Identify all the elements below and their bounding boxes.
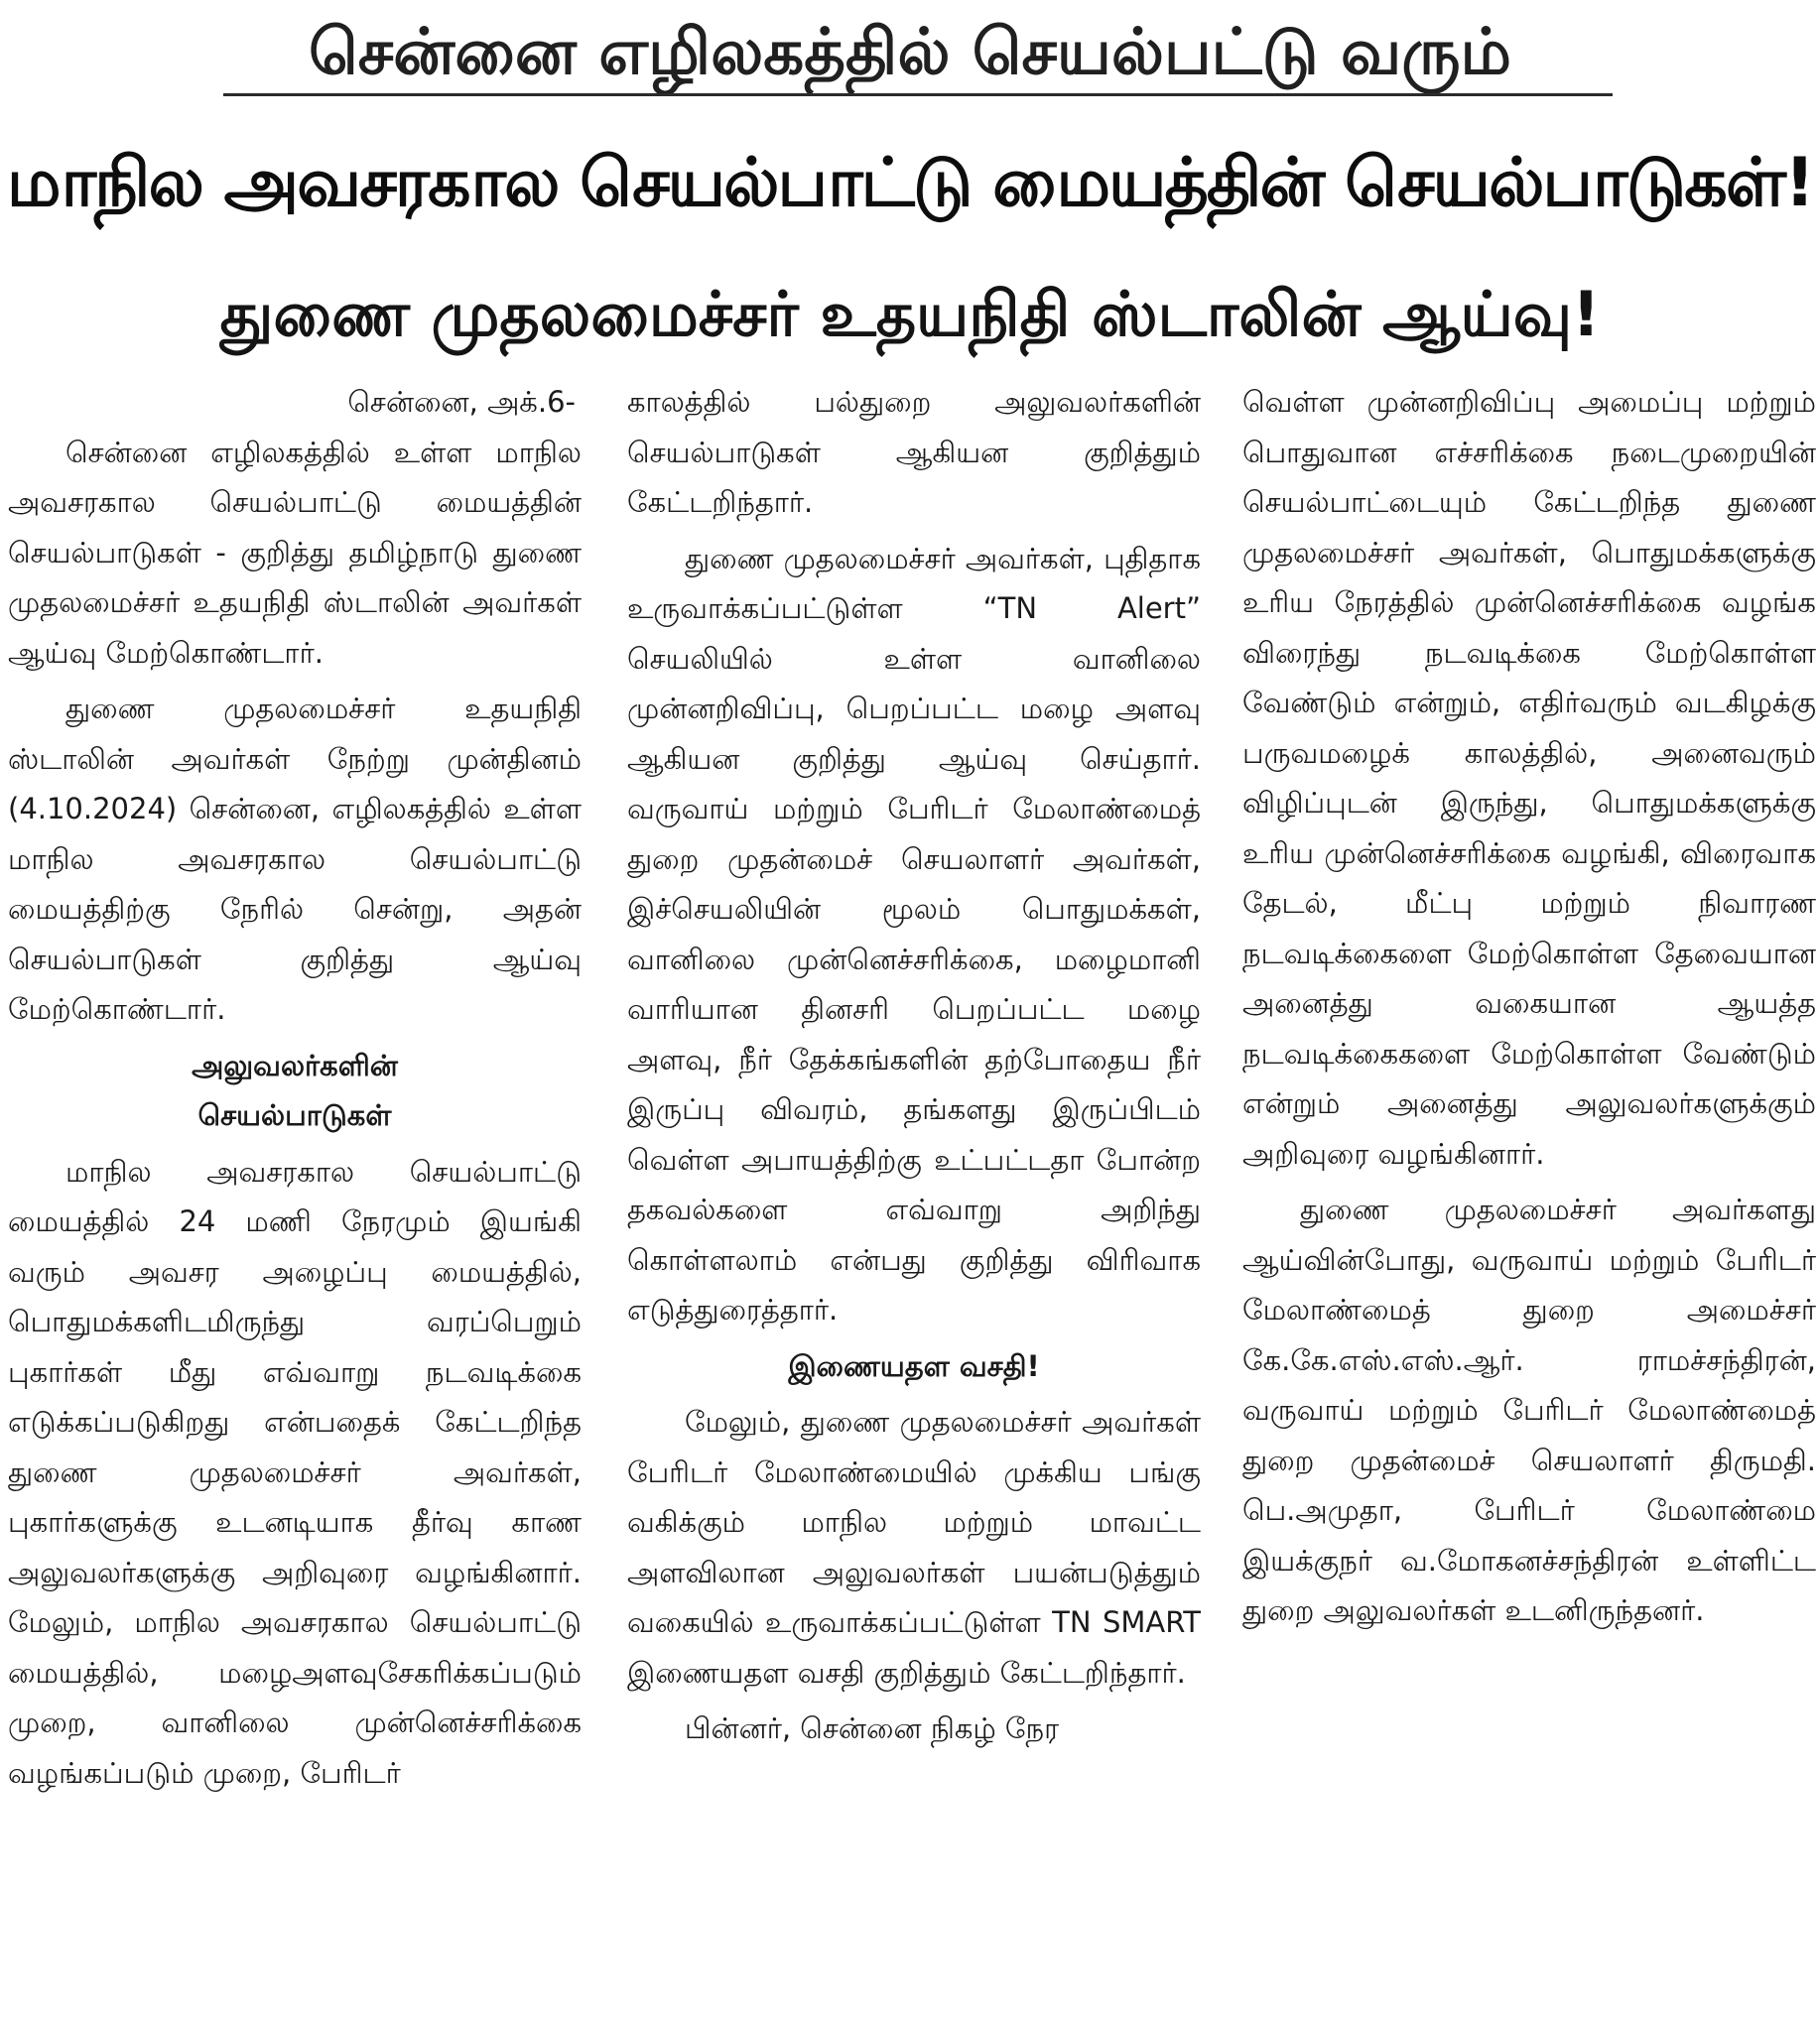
column-2-paragraph-3: மேலும், துணை முதலமைச்சர் அவர்கள் பேரிடர் மேலாண்மையில் முக்கிய பங்கு வகிக்கும் மாநில மற்றும் மாவட்ட அளவிலான அலுவலர்கள் பயன்படுத்தும் வகையில் உருவாக்கப்பட்டுள்ள TN SMART இணையதள வசதி குறித்தும் கேட்டறிந்தார். bbox=[627, 1405, 1201, 1690]
dateline: சென்னை, அக்.6- bbox=[347, 385, 576, 419]
column-2-paragraph-4: பின்னர், சென்னை நிகழ் நேர bbox=[685, 1711, 1060, 1745]
kicker-headline: சென்னை எழிலகத்தில் செயல்பட்டு வரும் bbox=[308, 16, 1512, 89]
section-heading-web-facility: இணையதள வசதி! bbox=[788, 1348, 1040, 1383]
article-column-2 bbox=[627, 377, 1201, 2014]
main-headline: மாநில அவசரகால செயல்பாட்டு மையத்தின் செயல்பாடுகள்! bbox=[6, 144, 1814, 222]
section-heading-officials bbox=[8, 1041, 582, 1141]
column-2-paragraph-1: காலத்தில் பல்துறை அலுவலர்களின் செயல்பாடுகள் ஆகியன குறித்தும் கேட்டறிந்தார். bbox=[627, 385, 1201, 519]
section-heading-line-2: செயல்பாடுகள் bbox=[197, 1098, 392, 1132]
column-3-paragraph-1: வெள்ள முன்னறிவிப்பு அமைப்பு மற்றும் பொதுவான எச்சரிக்கை நடைமுறையின் செயல்பாட்டையும் கேட்டறிந்த துணை முதலமைச்சர் அவர்கள், பொதுமக்களுக்கு உரிய நேரத்தில் முன்னெச்சரிக்கை வழங்க விரைந்து நடவடிக்கை மேற்கொள்ள வேண்டும் என்றும், எதிர்வரும் வடகிழக்கு பருவமழைக் காலத்தில், அனைவரும் விழிப்புடன் இருந்து, பொதுமக்களுக்கு உரிய முன்னெச்சரிக்கை வழங்கி, விரைவாக தேடல், மீட்பு மற்றும் நிவாரண நடவடிக்கைளை மேற்கொள்ள தேவையான அனைத்து வகையான ஆயத்த நடவடிக்கைகளை மேற்கொள்ள வேண்டும் என்றும் அனைத்து அலுவலர்களுக்கும் அறிவுரை வழங்கினார். bbox=[1242, 385, 1816, 1171]
section-heading-line-1: அலுவலர்களின் bbox=[192, 1048, 398, 1082]
article-column-3 bbox=[1242, 377, 1816, 2014]
column-1-paragraph-3: மாநில அவசரகால செயல்பாட்டு மையத்தில் 24 மணி நேரமும் இயங்கி வரும் அவசர அழைப்பு மையத்தில், பொதுமக்களிடமிருந்து வரப்பெறும் புகார்கள் மீது எவ்வாறு நடவடிக்கை எடுக்கப்படுகிறது என்பதைக் கேட்டறிந்த துணை முதலமைச்சர் அவர்கள், புகார்களுக்கு உடனடியாக தீர்வு காண அலுவலர்களுக்கு அறிவுரை வழங்கினார். மேலும், மாநில அவசரகால செயல்பாட்டு மையத்தில், மழைஅளவுசேகரிக்கப்படும் முறை, வானிலை முன்னெச்சரிக்கை வழங்கப்படும் முறை, பேரிடர் bbox=[8, 1154, 582, 1790]
column-1-paragraph-2: துணை முதலமைச்சர் உதயநிதி ஸ்டாலின் அவர்கள் நேற்று முன்தினம் (4.10.2024) சென்னை, எழிலகத்தில் உள்ள மாநில அவசரகால செயல்பாட்டு மையத்திற்கு நேரில் சென்று, அதன் செயல்பாடுகள் குறித்து ஆய்வு மேற்கொண்டார். bbox=[8, 692, 582, 1026]
column-3-paragraph-2: துணை முதலமைச்சர் அவர்களது ஆய்வின்போது, வருவாய் மற்றும் பேரிடர் மேலாண்மைத் துறை அமைச்சர் கே.கே.எஸ்.எஸ்.ஆர். ராமச்சந்திரன், வருவாய் மற்றும் பேரிடர் மேலாண்மைத் துறை முதன்மைச் செயலாளர் திருமதி. பெ.அமுதா, பேரிடர் மேலாண்மை இயக்குநர் வ.மோகனச்சந்திரன் உள்ளிட்ட துறை அலுவலர்கள் உடனிருந்தனர். bbox=[1242, 1193, 1816, 1627]
article-column-1 bbox=[8, 377, 582, 2014]
column-1-paragraph-1: சென்னை எழிலகத்தில் உள்ள மாநில அவசரகால செயல்பாட்டு மையத்தின் செயல்பாடுகள் - குறித்து தமிழ்நாடு துணை முதலமைச்சர் உதயநிதி ஸ்டாலின் அவர்கள் ஆய்வு மேற்கொண்டார். bbox=[8, 435, 582, 670]
column-2-paragraph-2: துணை முதலமைச்சர் அவர்கள், புதிதாக உருவாக்கப்பட்டுள்ள “TN Alert” செயலியில் உள்ள வானிலை முன்னறிவிப்பு, பெறப்பட்ட மழை அளவு ஆகியன குறித்து ஆய்வு செய்தார். வருவாய் மற்றும் பேரிடர் மேலாண்மைத் துறை முதன்மைச் செயலாளர் அவர்கள், இச்செயலியின் மூலம் பொதுமக்கள், வானிலை முன்னெச்சரிக்கை, மழைமானி வாரியான தினசரி பெறப்பட்ட மழை அளவு, நீர் தேக்கங்களின் தற்போதைய நீர் இருப்பு விவரம், தங்களது இருப்பிடம் வெள்ள அபாயத்திற்கு உட்பட்டதா போன்ற தகவல்களை எவ்வாறு அறிந்து கொள்ளலாம் என்பது குறித்து விரிவாக எடுத்துரைத்தார். bbox=[627, 541, 1201, 1327]
sub-headline: துணை முதலமைச்சர் உதயநிதி ஸ்டாலின் ஆய்வு! bbox=[219, 278, 1601, 350]
headline-divider bbox=[223, 93, 1613, 96]
